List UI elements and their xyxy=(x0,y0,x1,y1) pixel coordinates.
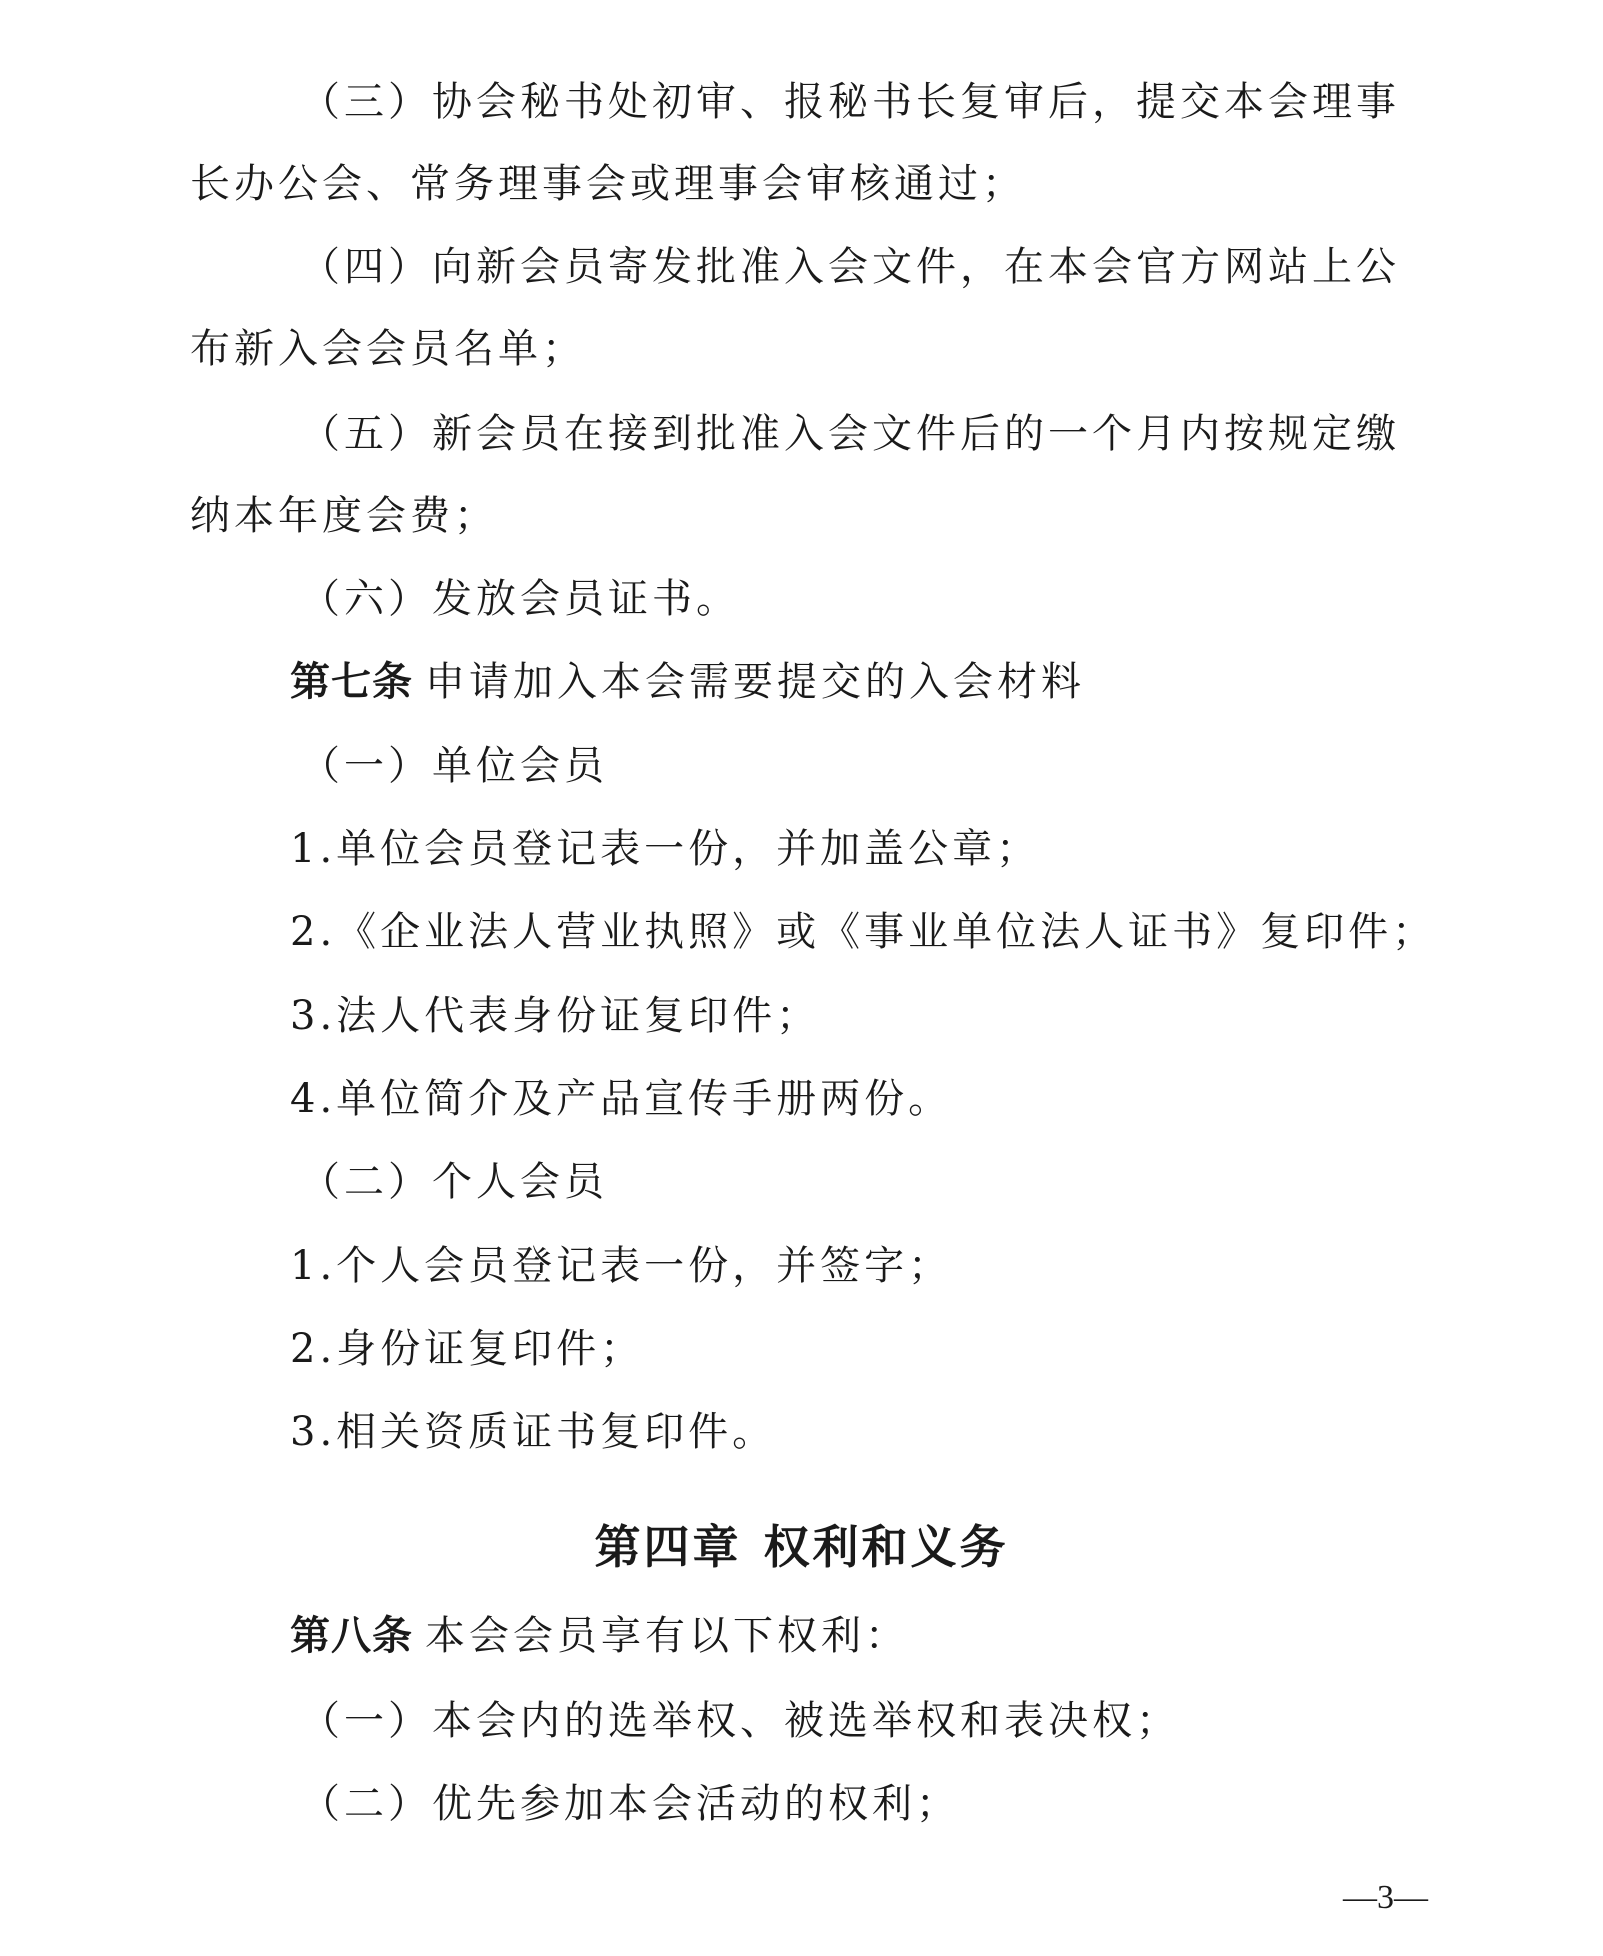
clause-6-line: （六）发放会员证书。 xyxy=(300,576,740,622)
individual-member-item-1: 1.个人会员登记表一份，并签字； xyxy=(290,1243,953,1289)
unit-member-title: （一）单位会员 xyxy=(300,743,608,789)
individual-member-title: （二）个人会员 xyxy=(300,1159,608,1205)
clause-3-line-2: 长办公会、常务理事会或理事会审核通过； xyxy=(190,161,1026,207)
chapter-heading xyxy=(0,1520,1603,1574)
article-7 xyxy=(290,658,1085,706)
unit-member-item-3: 3.法人代表身份证复印件； xyxy=(290,993,821,1039)
article-7-text: 申请加入本会需要提交的入会材料 xyxy=(425,659,1085,705)
article-8-heading: 第八条 xyxy=(290,1613,413,1659)
clause-4-line-1: （四）向新会员寄发批准入会文件，在本会官方网站上公 xyxy=(300,244,1400,290)
clause-5-line-2: 纳本年度会费； xyxy=(190,493,498,539)
article-7-heading: 第七条 xyxy=(290,659,413,705)
individual-member-item-2: 2.身份证复印件； xyxy=(290,1326,645,1372)
clause-4-line-2: 布新入会会员名单； xyxy=(190,326,586,372)
chapter-number: 第四章 xyxy=(594,1520,742,1574)
individual-member-item-3: 3.相关资质证书复印件。 xyxy=(290,1409,777,1455)
unit-member-item-2: 2.《企业法人营业执照》或《事业单位法人证书》复印件； xyxy=(290,909,1437,955)
clause-5-line-1: （五）新会员在接到批准入会文件后的一个月内按规定缴 xyxy=(300,411,1400,457)
article-8-text: 本会会员享有以下权利： xyxy=(425,1613,909,1659)
page-number: —3— xyxy=(1343,1879,1428,1916)
article-8 xyxy=(290,1612,909,1660)
clause-3-line-1: （三）协会秘书处初审、报秘书长复审后，提交本会理事 xyxy=(300,79,1400,125)
unit-member-item-4: 4.单位简介及产品宣传手册两份。 xyxy=(290,1076,953,1122)
unit-member-item-1: 1.单位会员登记表一份，并加盖公章； xyxy=(290,826,1041,872)
article-8-item-1: （一）本会内的选举权、被选举权和表决权； xyxy=(300,1698,1180,1744)
article-8-item-2: （二）优先参加本会活动的权利； xyxy=(300,1781,960,1827)
chapter-title: 权利和义务 xyxy=(763,1520,1009,1574)
